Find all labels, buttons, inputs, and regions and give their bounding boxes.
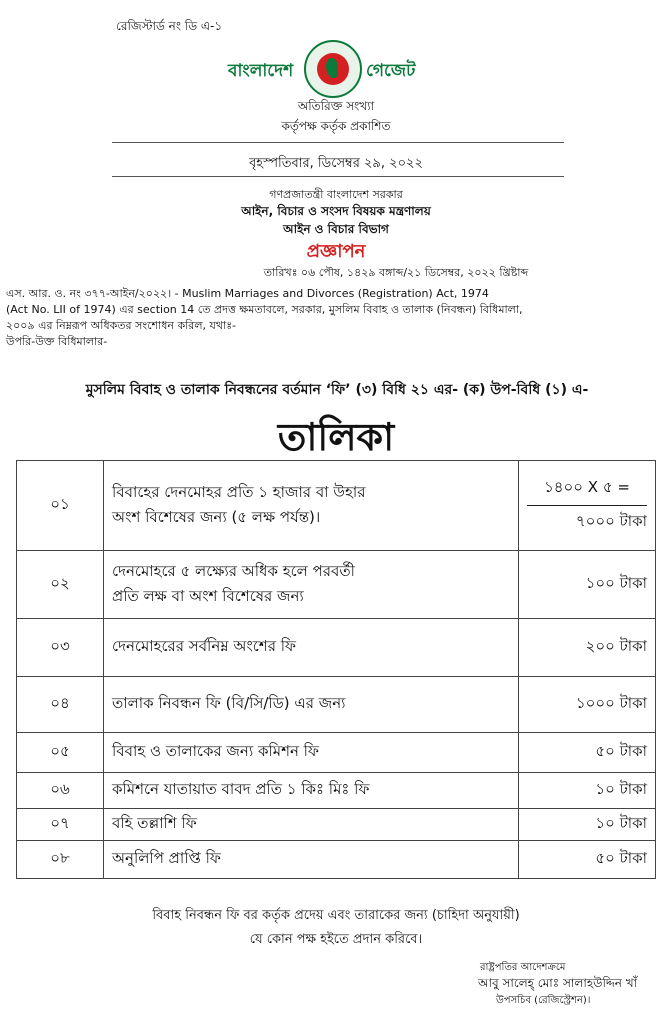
serial-number: ০৮ xyxy=(17,841,104,879)
divider xyxy=(112,142,564,143)
government-name: গণপ্রজাতন্ত্রী বাংলাদেশ সরকার xyxy=(269,188,403,201)
table-row xyxy=(17,841,656,879)
by-order: রাষ্ট্রপতির আদেশক্রমে xyxy=(480,962,566,973)
footer-note: বিবাহ নিবন্ধন ফি বর কর্তৃক প্রদেয় এবং তারাকের জন্য (চাহিদা অনুযায়ী) xyxy=(152,908,520,923)
fee-amount: ১০ টাকা xyxy=(519,809,656,841)
fee-table xyxy=(16,460,656,879)
gazette-title-right: গেজেট xyxy=(366,61,416,81)
serial-number: ০৪ xyxy=(17,677,104,733)
body-line: এস. আর. ও. নং ৩৭৭-আইন/২০২২। - Muslim Marriages and Divorces (Registration) Act, 1974 xyxy=(6,287,489,300)
ministry-name: আইন, বিচার ও সংসদ বিষয়ক মন্ত্রণালয় xyxy=(241,204,431,218)
gazette-title-left: বাংলাদেশ xyxy=(228,61,294,81)
fee-amount: ১৪০০ X ৫ = ৭০০০ টাকা xyxy=(519,461,656,551)
notification-date: তারিখঃ ০৬ পৌষ, ১৪২৯ বঙ্গাব্দ/২১ ডিসেম্বর, ২০২২ খ্রিষ্টাব্দ xyxy=(263,266,529,279)
table-row xyxy=(17,677,656,733)
division-name: আইন ও বিচার বিভাগ xyxy=(283,222,389,236)
divider xyxy=(112,176,564,177)
signatory-designation: উপসচিব (রেজিস্ট্রেশন)। xyxy=(496,995,591,1006)
government-seal-icon xyxy=(304,40,362,98)
fee-description: বিবাহ ও তালাকের জন্য কমিশন ফি xyxy=(104,733,519,773)
gazette-date: বৃহস্পতিবার, ডিসেম্বর ২৯, ২০২২ xyxy=(249,156,423,171)
fee-amount: ২০০ টাকা xyxy=(519,619,656,677)
notification-body xyxy=(6,286,668,350)
schedule-heading: মুসলিম বিবাহ ও তালাক নিবন্ধনের বর্তমান ‘ফি’ (৩) বিধি ২১ এর- (ক) উপ-বিধি (১) এ- xyxy=(85,382,589,398)
serial-number: ০৫ xyxy=(17,733,104,773)
fee-description: দেনমোহরে ৫ লক্ষ্যের অধিক হলে পরবর্তী প্রতি লক্ষ বা অংশ বিশেষের জন্য xyxy=(104,551,519,619)
table-row xyxy=(17,551,656,619)
fee-amount: ৫০ টাকা xyxy=(519,841,656,879)
serial-number: ০২ xyxy=(17,551,104,619)
table-title: তালিকা xyxy=(277,415,395,459)
table-row xyxy=(17,619,656,677)
fee-description: তালাক নিবন্ধন ফি (বি/সি/ডি) এর জন্য xyxy=(104,677,519,733)
fee-description: দেনমোহরের সর্বনিম্ন অংশের ফি xyxy=(104,619,519,677)
serial-number: ০৩ xyxy=(17,619,104,677)
fee-amount: ৫০ টাকা xyxy=(519,733,656,773)
fee-description: অনুলিপি প্রাপ্তি ফি xyxy=(104,841,519,879)
table-row xyxy=(17,733,656,773)
serial-number: ০৬ xyxy=(17,773,104,809)
extraordinary-label: অতিরিক্ত সংখ্যা xyxy=(297,99,375,113)
signatory-name: আবু সালেহ্‌ মোঃ সালাহউদ্দিন খাঁ xyxy=(478,976,638,990)
footer-note: যে কোন পক্ষ হইতে প্রদান করিবে। xyxy=(249,932,423,947)
serial-number: ০৭ xyxy=(17,809,104,841)
table-row xyxy=(17,809,656,841)
fee-description: বিবাহের দেনমোহর প্রতি ১ হাজার বা উহার অংশ বিশেষের জন্য (৫ লক্ষ পর্যন্ত)। xyxy=(104,461,519,551)
body-line: (Act No. LII of 1974) এর section 14 তে প্রদত্ত ক্ষমতাবলে, সরকার, মুসলিম বিবাহ ও তালাক (নিবন্ধন) বিধিমালা, xyxy=(6,303,523,316)
table-row xyxy=(17,773,656,809)
table-row xyxy=(17,461,656,551)
notification-title: প্রজ্ঞাপন xyxy=(306,241,366,262)
published-by: কর্তৃপক্ষ কর্তৃক প্রকাশিত xyxy=(281,119,391,133)
body-line: ২০০৯ এর নিম্নরূপ অধিকতর সংশোধন করিল, যথাঃ- xyxy=(6,319,237,332)
serial-number: ০১ xyxy=(17,461,104,551)
fee-amount: ১০ টাকা xyxy=(519,773,656,809)
fee-amount: ১০০০ টাকা xyxy=(519,677,656,733)
fee-description: বহি তল্লাশি ফি xyxy=(104,809,519,841)
registration-number: রেজিস্টার্ড নং ডি এ-১ xyxy=(116,19,223,33)
fee-description: কমিশনে যাতায়াত বাবদ প্রতি ১ কিঃ মিঃ ফি xyxy=(104,773,519,809)
fee-amount: ১০০ টাকা xyxy=(519,551,656,619)
body-line: উপরি-উক্ত বিধিমালার- xyxy=(6,335,108,348)
